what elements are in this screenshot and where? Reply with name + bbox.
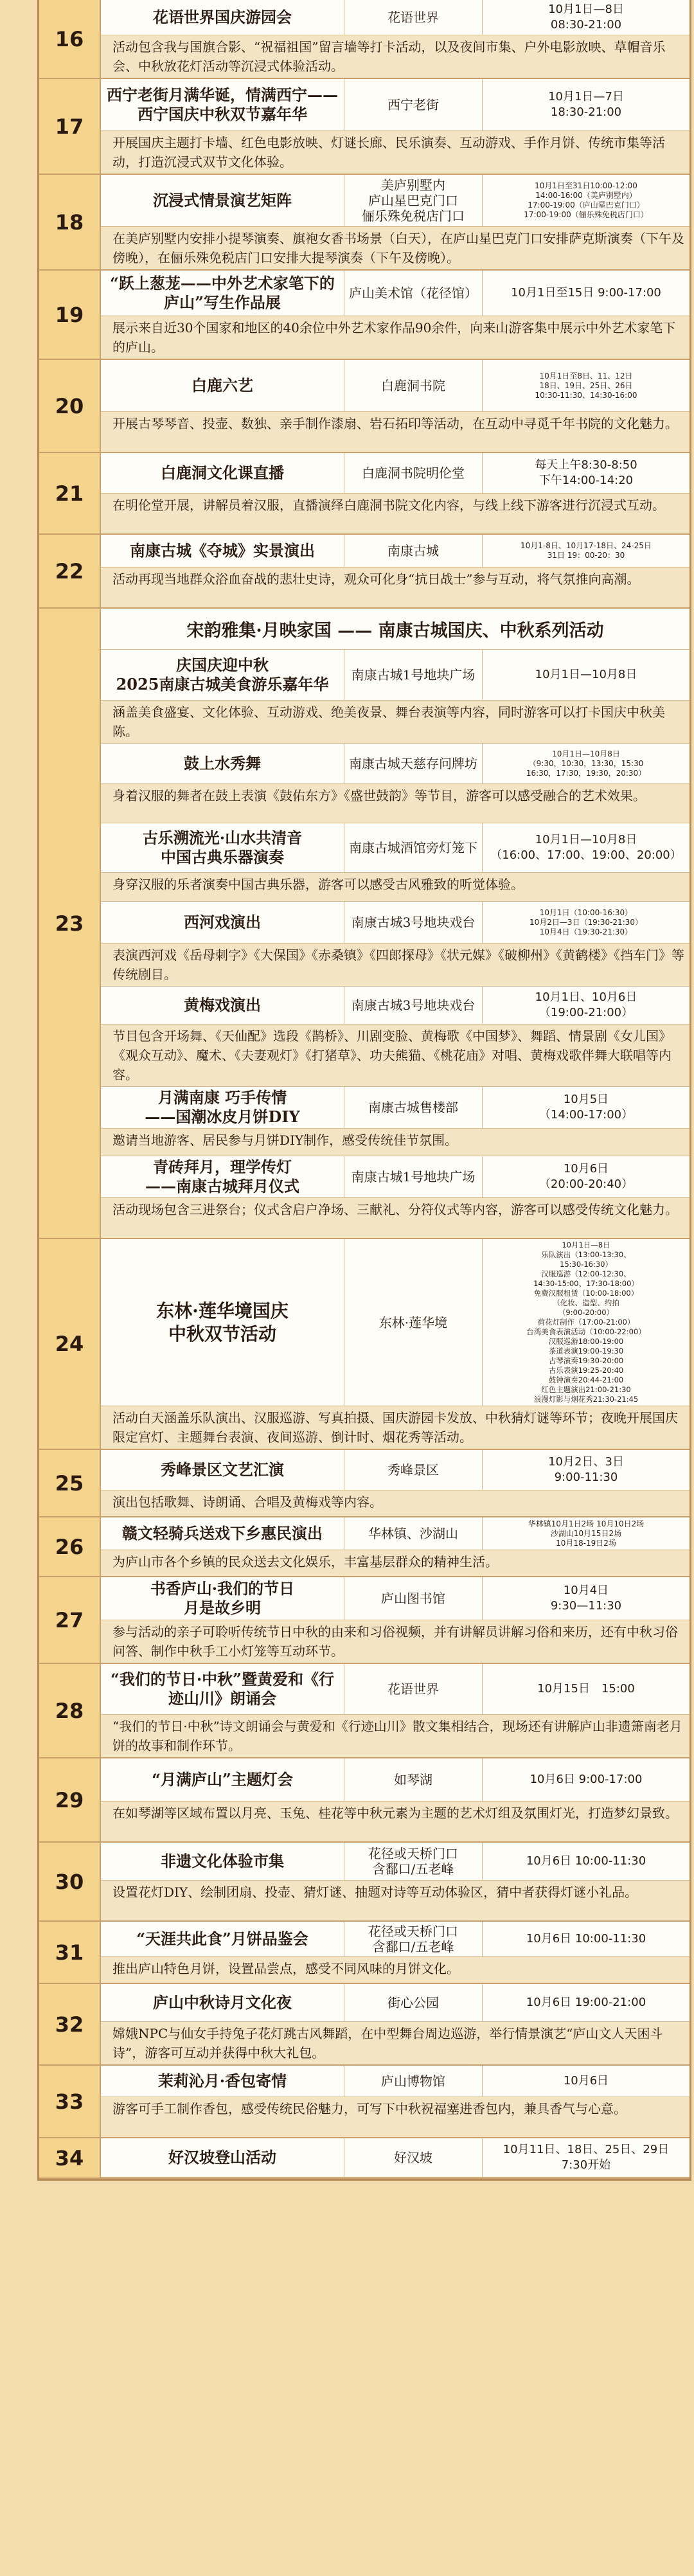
row-body [101,1664,690,1757]
activity-date: 10月1日至15日 9:00-17:00 [511,286,661,300]
row-body [101,2138,690,2178]
row-head [101,650,690,701]
row-body [101,1922,690,1983]
activity-title: 南康古城《夺城》实景演出 [130,541,315,560]
row-body [101,1517,690,1576]
activity-title: 黄梅戏演出 [184,996,261,1014]
activity-date: 10月5日 （14:00-17:00） [538,1093,634,1122]
activity-title: 赣文轻骑兵送戏下乡惠民演出 [122,1524,323,1543]
activity-date: 10月15日 15:00 [537,1682,635,1695]
activity-date: 10月6日 [563,2074,609,2088]
row-number: 31 [39,1922,101,1983]
activity-description: 活动包含我与国旗合影、“祝福祖国”留言墙等打卡活动，以及夜间市集、户外电影放映、草帽音乐会、中秋放花灯活动等沉浸式体验活动。 [101,35,690,78]
activity-venue: 南康古城3号地块戏台 [344,987,483,1024]
row-number: 20 [39,360,101,452]
activity-title: 秀峰景区文艺汇演 [161,1460,284,1479]
activity-venue: 南康古城1号地块广场 [344,1156,483,1197]
row-number: 27 [39,1577,101,1663]
table-row [39,1517,690,1577]
row-head [101,744,690,784]
activity-date: 10月6日 19:00-21:00 [526,1996,646,2009]
sub-activity [101,744,690,823]
activity-venue: 南康古城售楼部 [344,1087,483,1128]
activity-description: 在明伦堂开展，讲解员着汉服，直播演绎白鹿洞书院文化内容，与线上线下游客进行沉浸式互动。 [101,494,690,533]
activity-venue: 花径或天桥门口 含鄱口/五老峰 [344,1922,483,1956]
activity-description: 开展国庆主题打卡墙、红色电影放映、灯谜长廊、民乐演奏、互动游戏、手作月饼、传统市集等活动，打造沉浸式双节文化体验。 [101,131,690,174]
row-number: 22 [39,535,101,607]
row-body [101,360,690,452]
table-row [39,271,690,360]
activity-title: 白鹿六艺 [191,376,253,395]
activity-description: “我们的节日·中秋”诗文朗诵会与黄爱和《行迹山川》散文集相结合，现场还有讲解庐山非遗箫南老月饼的故事和制作环节。 [101,1715,690,1757]
activity-date: 10月1日至8日、11、12日 18日、19日、25日、26日 10:30-11:30、14:30-16:00 [535,371,637,400]
activity-venue: 白鹿洞书院 [344,360,483,411]
row-body [101,453,690,533]
table-row [39,1239,690,1450]
activity-description: 嫦娥NPC与仙女手持兔子花灯跳古风舞蹈，在中型舞台周边巡游，举行情景演艺“庐山文人天困斗诗”，游客可互动并获得中秋大礼包。 [101,2022,690,2064]
row-head [101,1517,690,1550]
activity-venue: 南康古城1号地块广场 [344,650,483,700]
row-number: 33 [39,2066,101,2137]
row-body [101,271,690,359]
row-body [101,535,690,607]
row-number: 21 [39,453,101,533]
row-number: 25 [39,1450,101,1516]
activity-title: 沉浸式情景演艺矩阵 [153,191,292,210]
activity-description: 设置花灯DIY、绘制团扇、投壶、猜灯谜、抽题对诗等互动体验区，猜中者获得灯谜小礼品。 [101,1881,690,1920]
row-number: 28 [39,1664,101,1757]
activity-date: 10月1日—10月8日 （16:00、17:00、19:00、20:00） [490,833,682,862]
row-head [101,902,690,944]
activity-title: 鼓上水秀舞 [184,754,261,773]
sub-activity [101,650,690,744]
activity-venue: 南康古城天慈存问牌坊 [344,744,483,783]
table-row [39,1758,690,1843]
activity-title: 古乐溯流光·山水共清音 中国古典乐器演奏 [142,828,303,866]
activity-venue: 西宁老街 [344,79,483,130]
activity-description: 活动现场包含三进祭台；仪式含启户净场、三献礼、分符仪式等内容，游客可以感受传统文化魅力。 [101,1198,690,1238]
row-number: 26 [39,1517,101,1576]
activity-description: 参与活动的亲子可聆听传统节日中秋的由来和习俗视频，并有讲解员讲解习俗和来历，还有中秋习俗问答、制作中秋手工小灯笼等互动环节。 [101,1620,690,1663]
row-number: 24 [39,1239,101,1449]
activity-description: 身穿汉服的乐者演奏中国古典乐器，游客可以感受古风雅致的听觉体验。 [101,873,690,901]
activity-title: 非遗文化体验市集 [161,1852,284,1870]
activity-title: 西河戏演出 [184,913,261,931]
activity-date: 10月1日—10月8日 [535,668,637,681]
activity-date: 10月1日至31日10:00-12:00 14:00-16:00（美庐别墅内） 17:00-19:00（庐山星巴克门口） 17:00-19:00（俪乐殊免税店门口） [524,181,648,219]
row-body [101,1239,690,1449]
table-row [39,79,690,175]
row-number: 30 [39,1843,101,1920]
activity-title: 茉莉沁月·香包寄情 [157,2071,287,2090]
row-number: 29 [39,1758,101,1841]
activity-title: 青砖拜月，理学传灯 ——南康古城拜月仪式 [145,1158,299,1195]
activity-date: 10月1-8日、10月17-18日、24-25日 31日 19：00-20：30 [520,541,652,560]
activity-venue: 如琴湖 [344,1758,483,1801]
row-head [101,535,690,568]
table-row [39,2138,690,2179]
activity-description: 游客可手工制作香包，感受传统民俗魅力，可写下中秋祝福塞进香包内，兼具香气与心意。 [101,2097,690,2137]
activity-title: 东林·莲华境国庆 中秋双节活动 [156,1300,289,1345]
row-head [101,1577,690,1620]
activity-description: 活动白天涵盖乐队演出、汉服巡游、写真拍摄、国庆游园卡发放、中秋猜灯谜等环节；夜晚开展国庆限定宫灯、主题舞台表演、夜间巡游、倒计时、烟花秀等活动。 [101,1406,690,1449]
activity-description: 为庐山市各个乡镇的民众送去文化娱乐，丰富基层群众的精神生活。 [101,1550,690,1576]
activity-description: 开展古琴琴音、投壶、数独、亲手制作漆扇、岩石拓印等活动，在互动中寻觅千年书院的文化魅力。 [101,412,690,452]
row-head [101,1239,690,1406]
table-row [39,1664,690,1758]
activity-title: “月满庐山”主题灯会 [152,1770,293,1789]
row-number: 23 [39,609,101,1238]
activity-date: 10月4日 9:30—11:30 [550,1584,622,1613]
table-row [39,1984,690,2066]
table-row [39,535,690,609]
activity-title: 书香庐山·我们的节日 月是故乡明 [150,1579,295,1617]
row-number: 17 [39,79,101,174]
activity-venue: 南康古城3号地块戏台 [344,902,483,943]
row-head [101,2138,690,2178]
table-row [39,1843,690,1922]
activity-venue: 花径或天桥门口 含鄱口/五老峰 [344,1843,483,1880]
activity-venue: 白鹿洞书院明伦堂 [344,453,483,493]
row-body [101,1843,690,1920]
activity-description: 涵盖美食盛宴、文化体验、互动游戏、绝美夜景、舞台表演等内容，同时游客可以打卡国庆中秋美陈。 [101,701,690,743]
row-body [101,609,690,1238]
row-head [101,1156,690,1198]
activity-description: 展示来自近30个国家和地区的40余位中外艺术家作品90余件，向来山游客集中展示中外艺术家笔下的庐山。 [101,316,690,359]
activity-date: 10月1日—7日 18:30-21:00 [548,90,624,119]
row-head [101,1087,690,1129]
row-head [101,1758,690,1802]
sub-activity [101,902,690,987]
activity-date: 10月1日—8日 乐队演出（13:00-13:30、 15:30-16:30） 汉服巡游（12:00-12:30、 14:30-15:00、17:30-18:00） 免费汉服租赁（10:00-18:00） （化妆、造型、约拍 （9:00-20:00） 荷花灯制作（17:00-21:00） 台湾美食表演活动（10:00-22:00） 汉服巡游18:00-19:00 茶道表演19:00-19:30 古琴演奏19:30-20:00 古乐表演19:25-20:40 鼓钟演奏20:44-21:00 红色主题演出21:00-21:30 浪漫灯影与烟花秀21:30-21:45 [526,1240,646,1404]
activity-description: 活动再现当地群众浴血奋战的悲壮史诗，观众可化身“抗日战士”参与互动，将气氛推向高潮。 [101,568,690,607]
row-body [101,1577,690,1663]
row-body [101,2066,690,2137]
activity-venue: 花语世界 [344,0,483,35]
table-row [39,1577,690,1664]
sub-activity [101,1156,690,1238]
activity-description: 邀请当地游客、居民参与月饼DIY制作，感受传统佳节氛围。 [101,1129,690,1156]
activity-venue: 庐山图书馆 [344,1577,483,1620]
sub-activity [101,823,690,902]
row-head [101,2066,690,2097]
table-row [39,1450,690,1517]
row-number: 32 [39,1984,101,2064]
activity-title: “我们的节日·中秋”暨黄爱和《行迹山川》朗诵会 [111,1670,334,1708]
sub-activity [101,987,690,1087]
row-head [101,0,690,35]
row-number: 16 [39,0,101,78]
activity-table [37,0,691,2181]
table-row [39,609,690,1239]
activity-venue: 美庐别墅内 庐山星巴克门口 俪乐殊免税店门口 [344,175,483,226]
table-row [39,1922,690,1984]
activity-venue: 华林镇、沙湖山 [344,1517,483,1550]
activity-venue: 南康古城 [344,535,483,567]
activity-title: “跃上葱茏——中外艺术家笔下的庐山”写生作品展 [110,274,335,312]
activity-date: 10月6日 10:00-11:30 [526,1932,646,1945]
activity-title: 月满南康 巧手传情 ——国潮冰皮月饼DIY [145,1088,300,1126]
activity-description: 节目包含开场舞、《天仙配》选段《鹊桥》、川剧变脸、黄梅歌《中国梦》、舞蹈、情景剧《女儿国》《观众互动》、魔术、《夫妻观灯》《打猪草》、功夫熊猫、《桃花庙》对唱、黄梅戏歌伴舞大联唱等内容。 [101,1024,690,1086]
activity-date: 10月11日、18日、25日、29日 7:30开始 [503,2143,670,2172]
row-head [101,271,690,316]
activity-description: 在如琴湖等区域布置以月亮、玉兔、桂花等中秋元素为主题的艺术灯组及氛围灯光，打造梦幻景致。 [101,1802,690,1841]
activity-title: 庆国庆迎中秋 2025南康古城美食游乐嘉年华 [116,656,329,693]
row-head [101,987,690,1024]
activity-title: 花语世界国庆游园会 [153,8,292,26]
activity-venue: 庐山美术馆（花径馆） [344,271,483,316]
activity-date: 10月1日—8日 08:30-21:00 [548,3,624,31]
activity-date: 10月6日 10:00-11:30 [526,1854,646,1868]
row-head [101,823,690,873]
activity-date: 10月1日、10月6日 （19:00-21:00） [535,990,637,1019]
table-row [39,2066,690,2138]
row-head [101,175,690,227]
sub-activity [101,1087,690,1156]
activity-title: 西宁老街月满华诞，情满西宁——西宁国庆中秋双节嘉年华 [107,85,338,123]
row-head [101,360,690,412]
activity-description: 身着汉服的舞者在鼓上表演《鼓佑东方》《盛世鼓韵》等节目，游客可以感受融合的艺术效果。 [101,784,690,823]
activity-venue: 南康古城酒馆旁灯笼下 [344,823,483,872]
table-row [39,0,690,79]
activity-venue: 街心公园 [344,1984,483,2021]
row-body [101,175,690,269]
activity-title: “天涯共此食”月饼品鉴会 [136,1929,308,1948]
row-head [101,79,690,131]
activity-description: 演出包括歌舞、诗朗诵、合唱及黄梅戏等内容。 [101,1490,690,1516]
table-row [39,453,690,535]
row-number: 19 [39,271,101,359]
table-row [39,360,690,453]
activity-description: 表演西河戏《岳母刺字》《大保国》《赤桑镇》《四郎探母》《状元媒》《破柳州》《黄鹤楼》《挡车门》等传统剧目。 [101,944,690,986]
row-number: 34 [39,2138,101,2178]
activity-venue: 花语世界 [344,1664,483,1714]
row-body [101,1758,690,1841]
activity-date: 10月1日（10:00-16:30） 10月2日—3日（19:30-21:30） 10月4日（19:30-21:30） [529,908,643,936]
activity-date: 每天上午8:30-8:50 下午14:00-14:20 [535,458,637,487]
activity-title: 白鹿洞文化课直播 [161,463,284,482]
row-body [101,1450,690,1516]
activity-description: 在美庐别墅内安排小提琴演奏、旗袍女香书场景（白天），在庐山星巴克门口安排萨克斯演奏（下午及傍晚），在俪乐殊免税店门口安排大提琴演奏（下午及傍晚）。 [101,227,690,269]
row-head [101,1922,690,1957]
row-head [101,1984,690,2022]
activity-venue: 东林·莲华境 [344,1239,483,1406]
activity-date: 10月1日—10月8日 （9:30，10:30，13:30，15:30 16:30，17:30，19:30，20:30） [526,749,646,778]
activity-date: 10月6日 （20:00-20:40） [538,1162,634,1191]
activity-date: 10月6日 9:00-17:00 [529,1773,643,1786]
activity-title: 庐山中秋诗月文化夜 [153,1993,292,2012]
row-head [101,1450,690,1490]
row-number: 18 [39,175,101,269]
activity-date: 10月2日、3日 9:00-11:30 [548,1455,624,1484]
row-body [101,79,690,174]
row-head [101,1664,690,1715]
row-body [101,0,690,78]
activity-date: 华林镇10月1日2场 10月10日2场 沙湖山10月15日2场 10月18-19日2场 [528,1519,645,1548]
activity-venue: 庐山博物馆 [344,2066,483,2097]
row-head [101,453,690,494]
activity-venue: 好汉坡 [344,2138,483,2177]
activity-venue: 秀峰景区 [344,1450,483,1490]
row-body [101,1984,690,2064]
row-head [101,1843,690,1881]
activity-title: 好汉坡登山活动 [168,2148,276,2167]
group-title: 宋韵雅集·月映家国 —— 南康古城国庆、中秋系列活动 [101,609,690,650]
table-row [39,175,690,271]
activity-description: 推出庐山特色月饼，设置品尝点，感受不同风味的月饼文化。 [101,1957,690,1983]
